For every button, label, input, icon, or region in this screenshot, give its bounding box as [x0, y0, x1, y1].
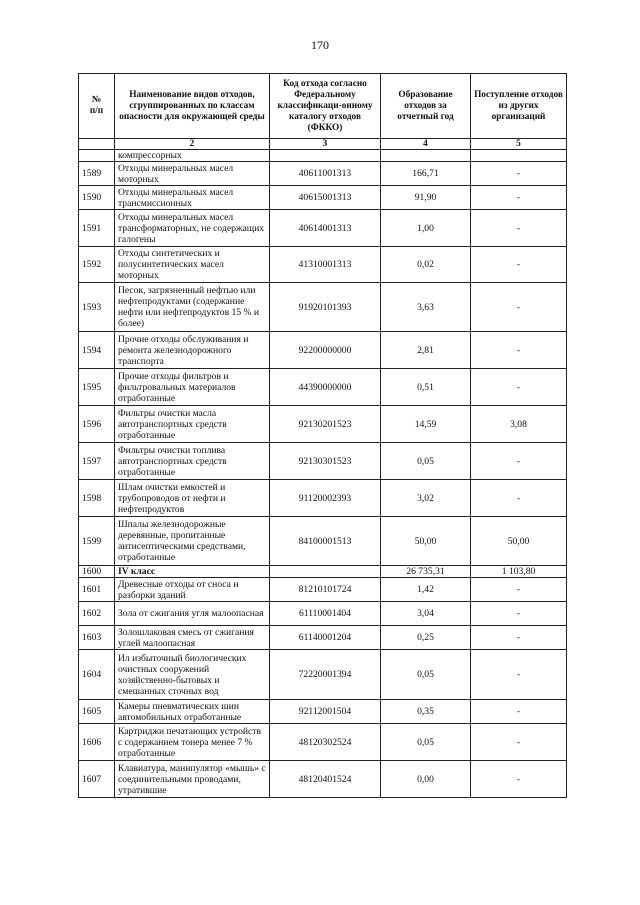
waste-name-cell: IV класс: [115, 566, 270, 578]
column-number: 4: [381, 139, 471, 150]
row-number-cell: 1599: [79, 517, 115, 566]
formed-amount-cell: 14,59: [381, 406, 471, 443]
row-number-cell: 1594: [79, 332, 115, 369]
row-number-cell: 1592: [79, 247, 115, 283]
table-row: [79, 369, 567, 406]
fkko-code-cell: 92130201523: [270, 406, 381, 443]
received-amount-cell: 3,08: [471, 406, 567, 443]
row-number-cell: [79, 150, 115, 162]
table-row: [79, 724, 567, 761]
fkko-code-cell: 40611001313: [270, 162, 381, 186]
waste-name-cell: Отходы минеральных масел трансмиссионных: [115, 186, 270, 210]
row-number-cell: 1595: [79, 369, 115, 406]
received-amount-cell: -: [471, 700, 567, 724]
fkko-code-cell: 48120401524: [270, 761, 381, 798]
header-name: Наименование видов отходов, сгруппированных по классам опасности для окружающей среды: [115, 74, 270, 139]
row-number-cell: 1600: [79, 566, 115, 578]
formed-amount-cell: 0,00: [381, 761, 471, 798]
table-body: [79, 150, 567, 798]
row-number-cell: 1604: [79, 650, 115, 700]
received-amount-cell: -: [471, 210, 567, 247]
formed-amount-cell: 0,35: [381, 700, 471, 724]
formed-amount-cell: 0,51: [381, 369, 471, 406]
fkko-code-cell: 91920101393: [270, 283, 381, 332]
formed-amount-cell: 1,42: [381, 578, 471, 602]
fkko-code-cell: 84100001513: [270, 517, 381, 566]
table-row: [79, 150, 567, 162]
received-amount-cell: -: [471, 247, 567, 283]
column-number: 2: [115, 139, 270, 150]
table-row: [79, 283, 567, 332]
formed-amount-cell: 3,63: [381, 283, 471, 332]
fkko-code-cell: 61140001204: [270, 626, 381, 650]
formed-amount-cell: 50,00: [381, 517, 471, 566]
formed-amount-cell: 0,25: [381, 626, 471, 650]
waste-name-cell: Отходы минеральных масел трансформаторных, не содержащих галогены: [115, 210, 270, 247]
header-formed: Образование отходов за отчетный год: [381, 74, 471, 139]
received-amount-cell: -: [471, 162, 567, 186]
formed-amount-cell: 3,04: [381, 602, 471, 626]
waste-name-cell: Прочие отходы фильтров и фильтровальных материалов отработанные: [115, 369, 270, 406]
formed-amount-cell: 0,05: [381, 650, 471, 700]
waste-name-cell: Ил избыточный биологических очистных сооружений хозяйственно-бытовых и смешанных сточных вод: [115, 650, 270, 700]
fkko-code-cell: 40615001313: [270, 186, 381, 210]
row-number-cell: 1601: [79, 578, 115, 602]
row-number-cell: 1605: [79, 700, 115, 724]
table-row: [79, 517, 567, 566]
row-number-cell: 1606: [79, 724, 115, 761]
table-row: [79, 210, 567, 247]
fkko-code-cell: [270, 150, 381, 162]
fkko-code-cell: 48120302524: [270, 724, 381, 761]
fkko-code-cell: 41310001313: [270, 247, 381, 283]
received-amount-cell: -: [471, 283, 567, 332]
waste-name-cell: Фильтры очистки топлива автотранспортных средств отработанные: [115, 443, 270, 480]
formed-amount-cell: 0,05: [381, 724, 471, 761]
table-row: [79, 578, 567, 602]
fkko-code-cell: 92200000000: [270, 332, 381, 369]
header-num: № п/п: [79, 74, 115, 139]
column-number: 3: [270, 139, 381, 150]
column-number: [79, 139, 115, 150]
waste-name-cell: Фильтры очистки масла автотранспортных средств отработанные: [115, 406, 270, 443]
received-amount-cell: -: [471, 332, 567, 369]
received-amount-cell: -: [471, 578, 567, 602]
received-amount-cell: 50,00: [471, 517, 567, 566]
received-amount-cell: -: [471, 369, 567, 406]
formed-amount-cell: 3,02: [381, 480, 471, 517]
formed-amount-cell: 2,81: [381, 332, 471, 369]
waste-name-cell: Песок, загрязненный нефтью или нефтепродуктами (содержание нефти или нефтепродуктов 15 % и более): [115, 283, 270, 332]
fkko-code-cell: 44390000000: [270, 369, 381, 406]
received-amount-cell: -: [471, 724, 567, 761]
row-number-cell: 1590: [79, 186, 115, 210]
fkko-code-cell: 81210101724: [270, 578, 381, 602]
waste-table: [78, 73, 567, 798]
formed-amount-cell: 91,90: [381, 186, 471, 210]
table-row: [79, 626, 567, 650]
row-number-cell: 1591: [79, 210, 115, 247]
received-amount-cell: 1 103,80: [471, 566, 567, 578]
row-number-cell: 1596: [79, 406, 115, 443]
table-row: [79, 480, 567, 517]
waste-name-cell: Шпалы железнодорожные деревянные, пропитанные антисептическими средствами, отработанные: [115, 517, 270, 566]
waste-name-cell: Древесные отходы от сноса и разборки зданий: [115, 578, 270, 602]
table-row: [79, 186, 567, 210]
row-number-cell: 1598: [79, 480, 115, 517]
column-number-row: [79, 139, 567, 150]
waste-name-cell: компрессорных: [115, 150, 270, 162]
table-row: [79, 602, 567, 626]
fkko-code-cell: 92112001504: [270, 700, 381, 724]
fkko-code-cell: 72220001394: [270, 650, 381, 700]
table-row: [79, 761, 567, 798]
fkko-code-cell: 61110001404: [270, 602, 381, 626]
column-number: 5: [471, 139, 567, 150]
formed-amount-cell: 0,02: [381, 247, 471, 283]
waste-name-cell: Камеры пневматических шин автомобильных отработанные: [115, 700, 270, 724]
fkko-code-cell: [270, 566, 381, 578]
row-number-cell: 1602: [79, 602, 115, 626]
formed-amount-cell: 1,00: [381, 210, 471, 247]
received-amount-cell: -: [471, 650, 567, 700]
waste-name-cell: Отходы синтетических и полусинтетических масел моторных: [115, 247, 270, 283]
received-amount-cell: -: [471, 480, 567, 517]
waste-name-cell: Картриджи печатающих устройств с содержанием тонера менее 7 % отработанные: [115, 724, 270, 761]
received-amount-cell: -: [471, 443, 567, 480]
fkko-code-cell: 92130301523: [270, 443, 381, 480]
waste-name-cell: Золошлаковая смесь от сжигания углей малоопасная: [115, 626, 270, 650]
waste-name-cell: Прочие отходы обслуживания и ремонта железнодорожного транспорта: [115, 332, 270, 369]
formed-amount-cell: 0,05: [381, 443, 471, 480]
page-number: 170: [311, 38, 329, 52]
table-row: [79, 650, 567, 700]
received-amount-cell: -: [471, 626, 567, 650]
row-number-cell: 1607: [79, 761, 115, 798]
table-row: [79, 332, 567, 369]
row-number-cell: 1593: [79, 283, 115, 332]
formed-amount-cell: 166,71: [381, 162, 471, 186]
table-row: [79, 247, 567, 283]
table-row: [79, 162, 567, 186]
table-row: [79, 443, 567, 480]
table-row: [79, 700, 567, 724]
fkko-code-cell: 91120002393: [270, 480, 381, 517]
row-number-cell: 1603: [79, 626, 115, 650]
row-number-cell: 1597: [79, 443, 115, 480]
received-amount-cell: -: [471, 186, 567, 210]
waste-name-cell: Шлам очистки емкостей и трубопроводов от нефти и нефтепродуктов: [115, 480, 270, 517]
header-received: Поступление отходов из других организаций: [471, 74, 567, 139]
row-number-cell: 1589: [79, 162, 115, 186]
waste-name-cell: Отходы минеральных масел моторных: [115, 162, 270, 186]
header-row: [79, 74, 567, 139]
received-amount-cell: -: [471, 761, 567, 798]
table-row: [79, 406, 567, 443]
formed-amount-cell: [381, 150, 471, 162]
waste-name-cell: Зола от сжигания угля малоопасная: [115, 602, 270, 626]
table-row: [79, 566, 567, 578]
received-amount-cell: [471, 150, 567, 162]
received-amount-cell: -: [471, 602, 567, 626]
fkko-code-cell: 40614001313: [270, 210, 381, 247]
waste-name-cell: Клавиатура, манипулятор «мышь» с соединительными проводами, утратившие: [115, 761, 270, 798]
formed-amount-cell: 26 735,31: [381, 566, 471, 578]
header-code: Код отхода согласно Федеральному классификаци-онному каталогу отходов (ФККО): [270, 74, 381, 139]
